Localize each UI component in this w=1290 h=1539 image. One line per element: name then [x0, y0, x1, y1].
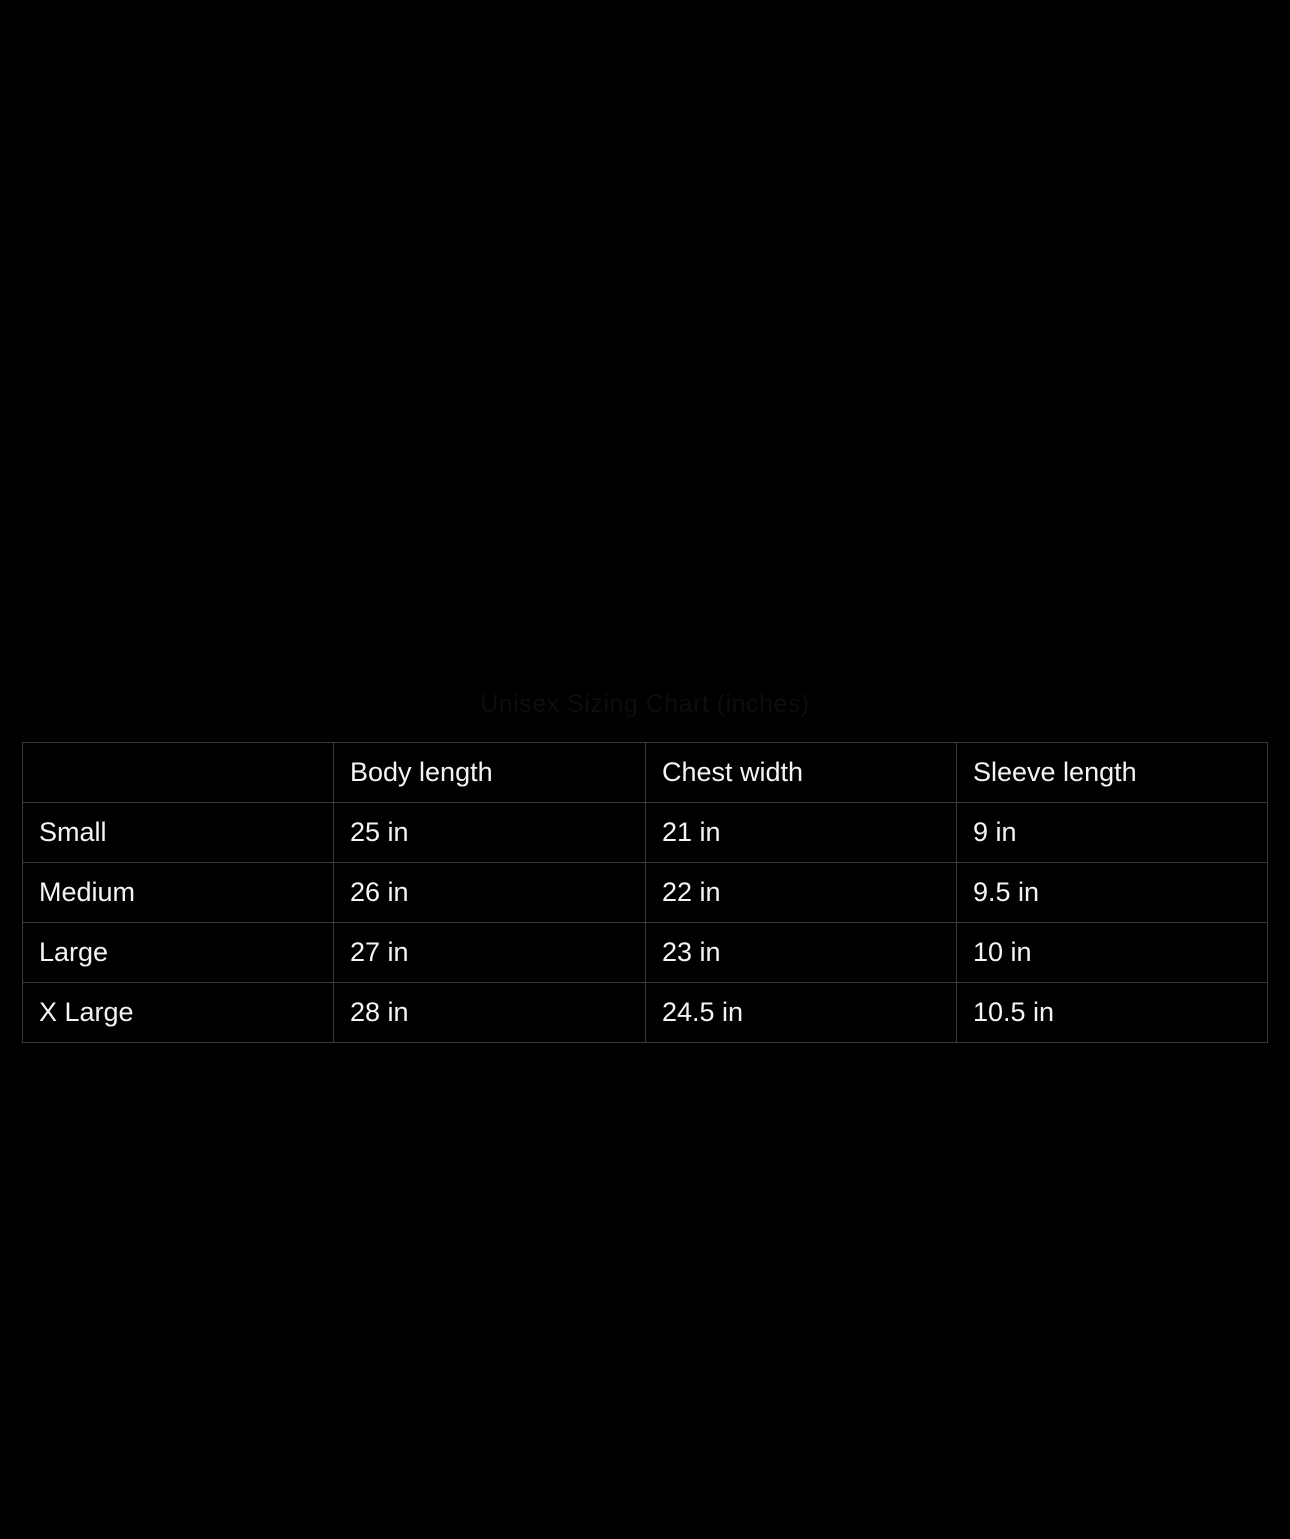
- table-row: [23, 923, 1268, 983]
- cell-size: Large: [23, 923, 334, 983]
- column-header-body-length: Body length: [334, 743, 646, 803]
- cell-chest-width: 24.5 in: [646, 983, 957, 1043]
- cell-size: X Large: [23, 983, 334, 1043]
- column-header-chest-width: Chest width: [646, 743, 957, 803]
- table-header-row: [23, 743, 1268, 803]
- cell-size: Medium: [23, 863, 334, 923]
- cell-sleeve-length: 9 in: [957, 803, 1268, 863]
- cell-chest-width: 23 in: [646, 923, 957, 983]
- cell-body-length: 28 in: [334, 983, 646, 1043]
- cell-chest-width: 21 in: [646, 803, 957, 863]
- table-row: [23, 983, 1268, 1043]
- cell-sleeve-length: 9.5 in: [957, 863, 1268, 923]
- cell-body-length: 25 in: [334, 803, 646, 863]
- cell-chest-width: 22 in: [646, 863, 957, 923]
- column-header-size: [23, 743, 334, 803]
- cell-sleeve-length: 10 in: [957, 923, 1268, 983]
- table-row: [23, 803, 1268, 863]
- column-header-sleeve-length: Sleeve length: [957, 743, 1268, 803]
- size-chart-container: [22, 742, 1267, 1043]
- size-chart-table: [22, 742, 1268, 1043]
- cell-body-length: 27 in: [334, 923, 646, 983]
- cell-size: Small: [23, 803, 334, 863]
- table-row: [23, 863, 1268, 923]
- cell-body-length: 26 in: [334, 863, 646, 923]
- cell-sleeve-length: 10.5 in: [957, 983, 1268, 1043]
- chart-faint-heading: Unisex Sizing Chart (inches): [480, 690, 810, 718]
